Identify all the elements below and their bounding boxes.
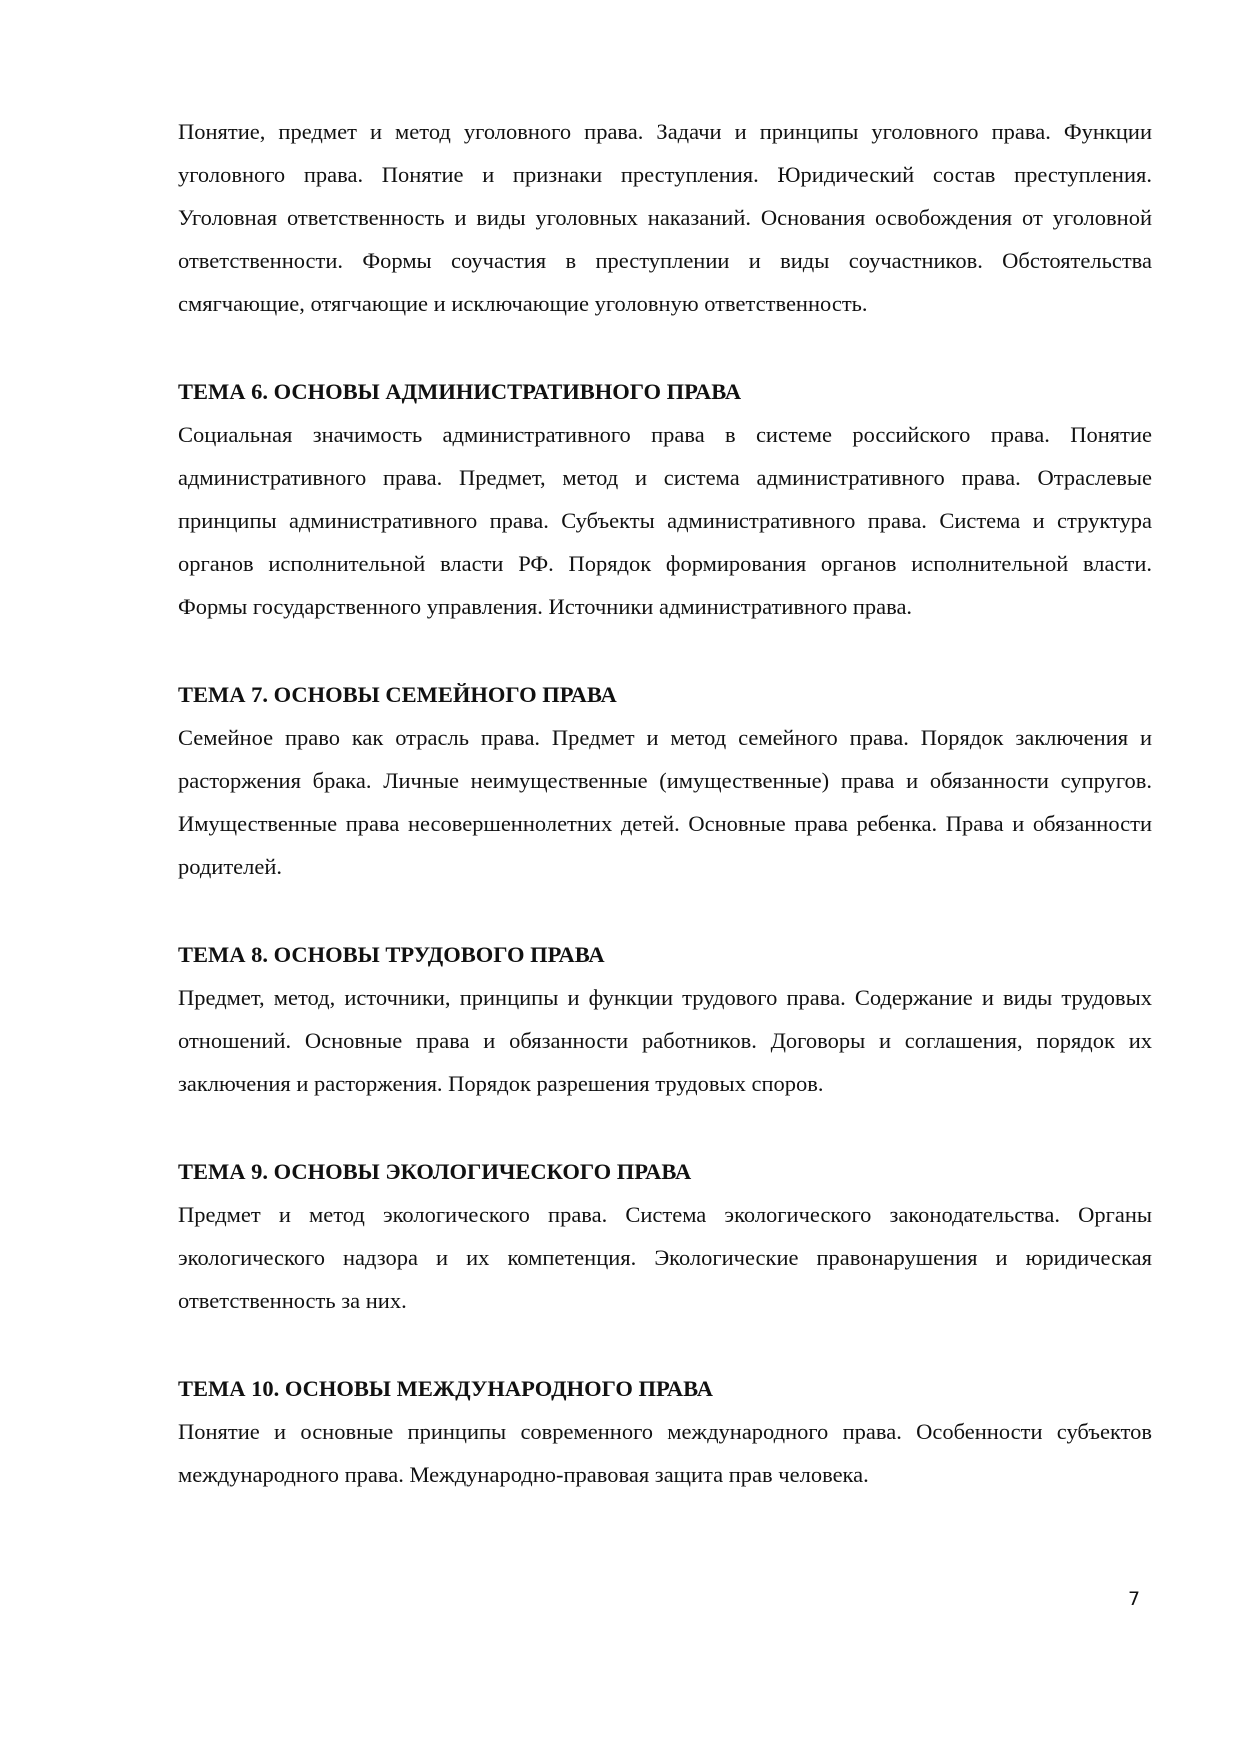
section-heading: ТЕМА 7. ОСНОВЫ СЕМЕЙНОГО ПРАВА: [178, 682, 617, 707]
page-number: 7: [1128, 1588, 1141, 1610]
section-heading: ТЕМА 8. ОСНОВЫ ТРУДОВОГО ПРАВА: [178, 942, 605, 967]
section-paragraph: Семейное право как отрасль права. Предмет и метод семейного права. Порядок заключения и расторжения брака. Личные неимущественные (имущественные) права и обязанности супругов. Имущественные права несовершеннолетних детей. Основные права ребенка. Права и обязанности родителей.: [178, 725, 1152, 879]
section-topic-10: [178, 1367, 1152, 1496]
intro-paragraph: Понятие, предмет и метод уголовного права. Задачи и принципы уголовного права. Функции уголовного права. Понятие и признаки преступления. Юридический состав преступления. Уголовная ответственность и виды уголовных наказаний. Основания освобождения от уголовной ответственности. Формы соучастия в преступлении и виды соучастников. Обстоятельства смягчающие, отягчающие и исключающие уголовную ответственность.: [178, 119, 1152, 316]
section-paragraph: Понятие и основные принципы современного международного права. Особенности субъектов международного права. Международно-правовая защита прав человека.: [178, 1419, 1152, 1487]
section-heading: ТЕМА 10. ОСНОВЫ МЕЖДУНАРОДНОГО ПРАВА: [178, 1376, 713, 1401]
section-topic-6: [178, 370, 1152, 628]
section-heading: ТЕМА 9. ОСНОВЫ ЭКОЛОГИЧЕСКОГО ПРАВА: [178, 1159, 692, 1184]
section-paragraph: Предмет и метод экологического права. Система экологического законодательства. Органы экологического надзора и их компетенция. Экологические правонарушения и юридическая ответственность за них.: [178, 1202, 1152, 1313]
section-topic-7: [178, 673, 1152, 888]
section-heading: ТЕМА 6. ОСНОВЫ АДМИНИСТРАТИВНОГО ПРАВА: [178, 379, 742, 404]
section-paragraph: Предмет, метод, источники, принципы и функции трудового права. Содержание и виды трудовых отношений. Основные права и обязанности работников. Договоры и соглашения, порядок их заключения и расторжения. Порядок разрешения трудовых споров.: [178, 985, 1152, 1096]
section-topic-8: [178, 933, 1152, 1105]
section-topic-9: [178, 1150, 1152, 1322]
section-paragraph: Социальная значимость административного права в системе российского права. Понятие административного права. Предмет, метод и система административного права. Отраслевые принципы административного права. Субъекты административного права. Система и структура органов исполнительной власти РФ. Порядок формирования органов исполнительной власти. Формы государственного управления. Источники административного права.: [178, 422, 1152, 619]
document-page: [178, 110, 1152, 1496]
